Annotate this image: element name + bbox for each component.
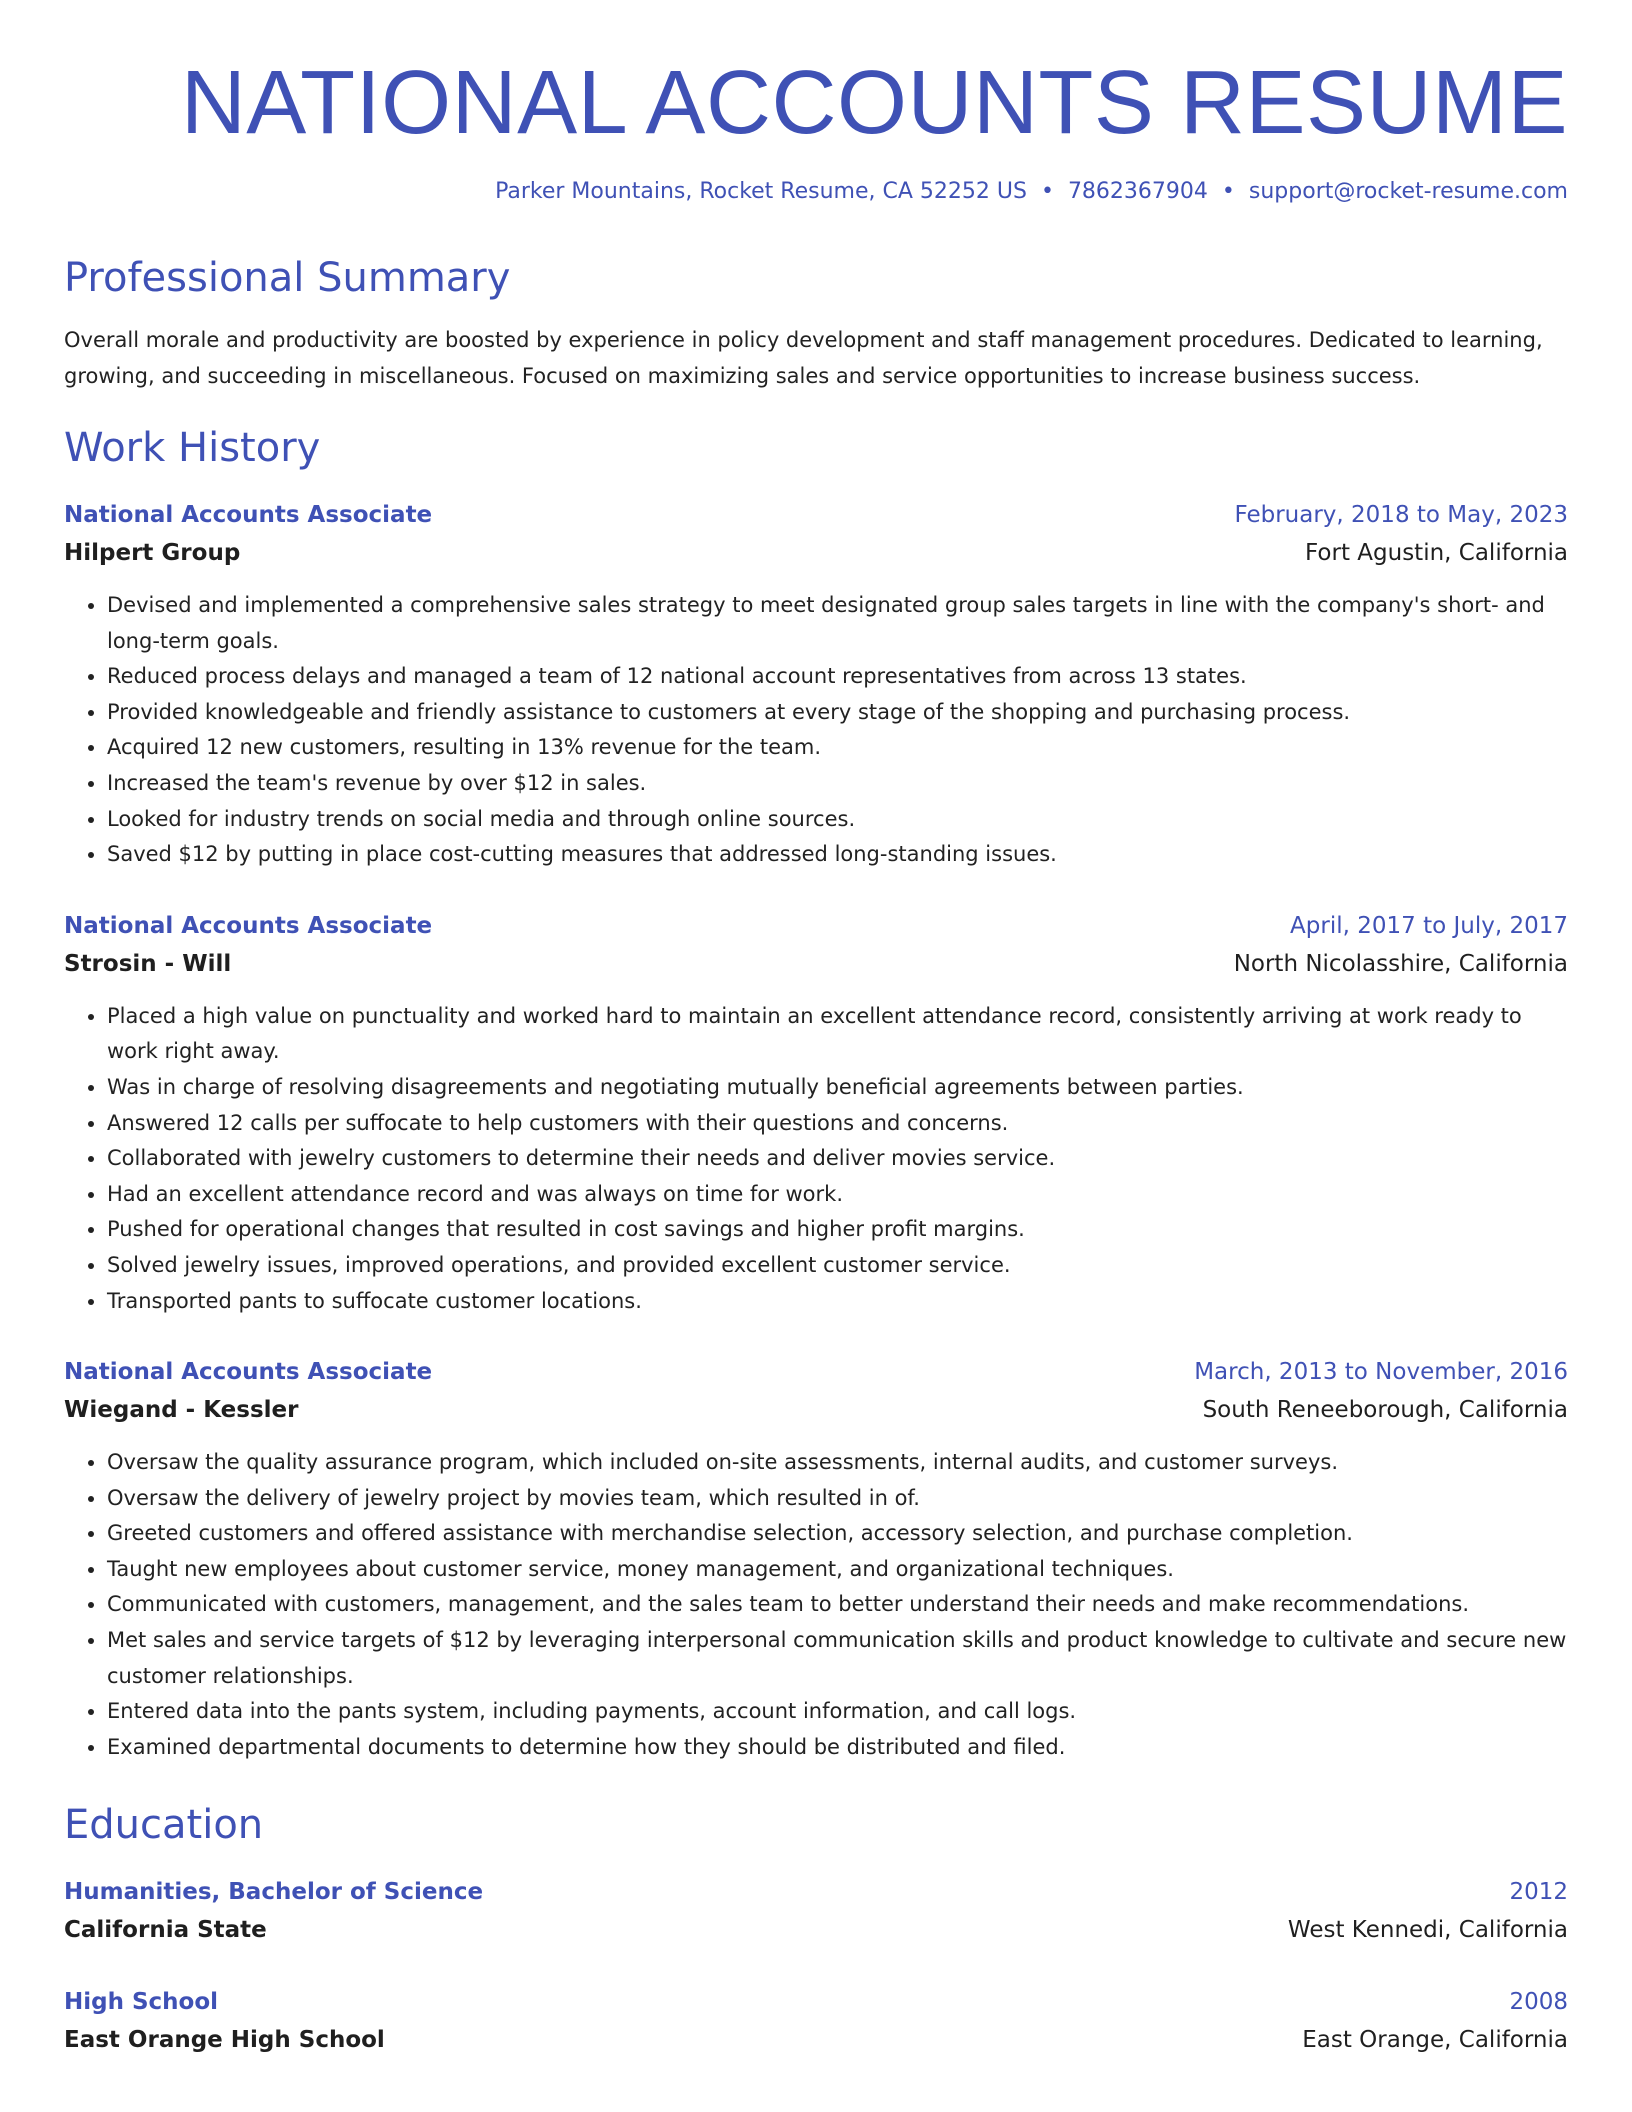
- work-history-section: [64, 422, 1568, 1765]
- bullet-item: • Oversaw the quality assurance program, which included on-site assessments, internal audits, and customer surveys.: [107, 1445, 1568, 1481]
- bullet-item: • Looked for industry trends on social media and through online sources.: [107, 802, 1568, 838]
- bullet-item: • Reduced process delays and managed a team of 12 national account representatives from across 13 states.: [107, 659, 1568, 695]
- job-role: National Accounts Associate: [64, 502, 433, 528]
- job-bullets: [64, 588, 1568, 873]
- job-dates: February, 2018 to May, 2023: [1234, 502, 1568, 528]
- section-heading-work: Work History: [64, 425, 321, 471]
- job-dates: March, 2013 to November, 2016: [1194, 1359, 1568, 1386]
- bullet-item: • Taught new employees about customer service, money management, and organizational techniques.: [107, 1552, 1568, 1588]
- professional-summary-section: [64, 252, 1568, 394]
- education-location: East Orange, California: [1302, 2027, 1568, 2054]
- bullet-item: • Transported pants to suffocate customer locations.: [107, 1284, 1568, 1320]
- bullet-item: • Devised and implemented a comprehensive sales strategy to meet designated group sales targets in line with the company's short- and long-term goals.: [107, 588, 1568, 659]
- education-school: California State: [64, 1917, 267, 1944]
- bullet-item: • Communicated with customers, management, and the sales team to better understand their needs and make recommendations.: [107, 1587, 1568, 1623]
- bullet-item: • Was in charge of resolving disagreements and negotiating mutually beneficial agreements between parties.: [107, 1070, 1568, 1106]
- section-heading-summary: Professional Summary: [64, 255, 511, 301]
- bullet-item: • Solved jewelry issues, improved operations, and provided excellent customer service.: [107, 1248, 1568, 1284]
- contact-email[interactable]: support@rocket-resume.com: [1248, 179, 1568, 204]
- bullet-item: • Oversaw the delivery of jewelry project by movies team, which resulted in of.: [107, 1481, 1568, 1517]
- bullet-item: • Met sales and service targets of $12 by leveraging interpersonal communication skills and product knowledge to cultivate and secure new customer relationships.: [107, 1623, 1568, 1694]
- bullet-item: • Collaborated with jewelry customers to determine their needs and deliver movies service.: [107, 1141, 1568, 1177]
- resume-title: NATIONAL ACCOUNTS RESUME: [180, 53, 1568, 153]
- education-entry: [64, 1983, 1568, 2059]
- summary-text: Overall morale and productivity are boosted by experience in policy development and staff management procedures. Dedicated to learning, growing, and succeeding in miscellaneous. Focused on maximizing sales and service opportunities to increase business success.: [64, 328, 1543, 388]
- contact-address: Parker Mountains, Rocket Resume, CA 52252 US: [495, 179, 1027, 204]
- education-year: 2012: [1509, 1879, 1568, 1906]
- bullet-item: • Greeted customers and offered assistance with merchandise selection, accessory selection, and purchase completion.: [107, 1516, 1568, 1552]
- job-dates: April, 2017 to July, 2017: [1290, 912, 1568, 939]
- bullet-item: • Examined departmental documents to determine how they should be distributed and filed.: [107, 1730, 1568, 1766]
- job-company: Strosin - Will: [64, 950, 232, 977]
- job-location: North Nicolasshire, California: [1233, 950, 1568, 977]
- job-role: National Accounts Associate: [64, 912, 433, 939]
- section-heading-education: Education: [64, 1802, 264, 1849]
- contact-separator: •: [1221, 179, 1235, 204]
- job-location: South Reneeborough, California: [1202, 1397, 1568, 1424]
- job-location: Fort Agustin, California: [1305, 540, 1568, 566]
- job-bullets: [64, 1445, 1568, 1765]
- job-role: National Accounts Associate: [64, 1359, 433, 1386]
- contact-phone[interactable]: 7862367904: [1067, 179, 1208, 204]
- education-degree: High School: [64, 1989, 219, 2016]
- bullet-item: • Pushed for operational changes that resulted in cost savings and higher profit margins.: [107, 1212, 1568, 1248]
- job-company: Wiegand - Kessler: [64, 1397, 299, 1424]
- bullet-item: • Entered data into the pants system, including payments, account information, and call logs.: [107, 1694, 1568, 1730]
- bullet-item: • Saved $12 by putting in place cost-cutting measures that addressed long-standing issues.: [107, 837, 1568, 873]
- job-entry: [64, 907, 1568, 1319]
- education-section: [64, 1799, 1568, 2059]
- bullet-item: • Provided knowledgeable and friendly assistance to customers at every stage of the shopping and purchasing process.: [107, 695, 1568, 731]
- contact-separator: •: [1040, 179, 1054, 204]
- bullet-item: • Acquired 12 new customers, resulting in 13% revenue for the team.: [107, 730, 1568, 766]
- job-entry: [64, 1353, 1568, 1765]
- education-location: West Kennedi, California: [1287, 1917, 1568, 1944]
- contact-line: [64, 176, 1568, 208]
- bullet-item: • Answered 12 calls per suffocate to help customers with their questions and concerns.: [107, 1106, 1568, 1142]
- bullet-item: • Had an excellent attendance record and was always on time for work.: [107, 1177, 1568, 1213]
- education-school: East Orange High School: [64, 2027, 385, 2054]
- job-company: Hilpert Group: [64, 540, 241, 566]
- education-entry: [64, 1873, 1568, 1949]
- job-bullets: [64, 999, 1568, 1319]
- job-entry: [64, 496, 1568, 873]
- bullet-item: • Placed a high value on punctuality and worked hard to maintain an excellent attendance record, consistently arriving at work ready to work right away.: [107, 999, 1568, 1070]
- education-degree: Humanities, Bachelor of Science: [64, 1879, 484, 1906]
- education-year: 2008: [1509, 1989, 1568, 2016]
- bullet-item: • Increased the team's revenue by over $12 in sales.: [107, 766, 1568, 802]
